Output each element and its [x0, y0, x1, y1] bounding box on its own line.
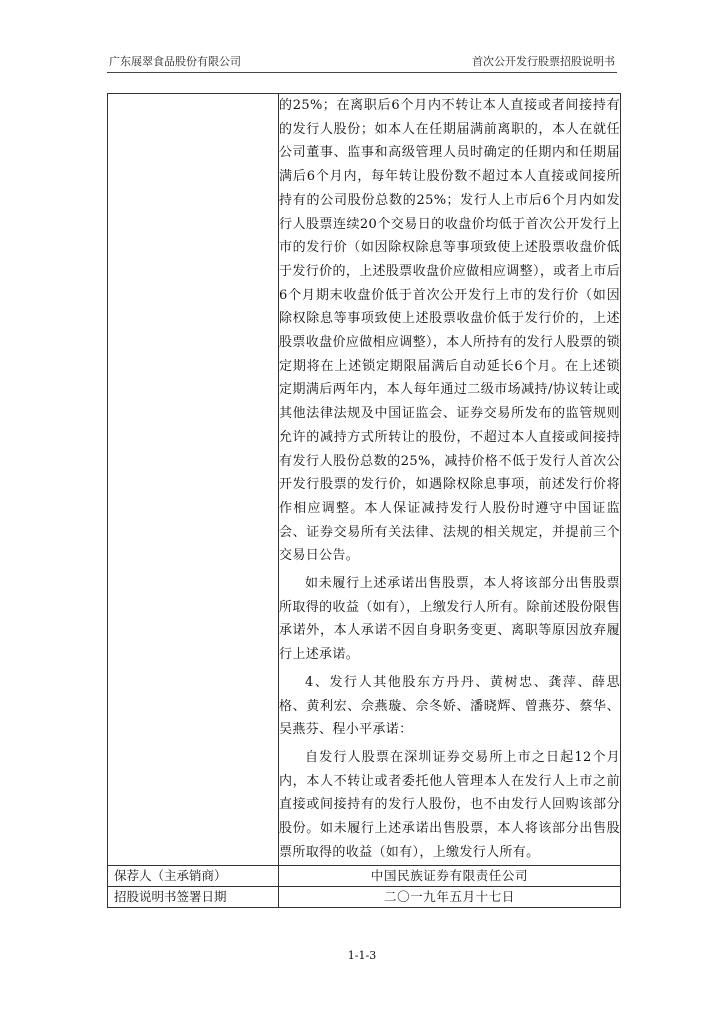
commitment-paragraph-2: 如未履行上述承诺出售股票，本人将该部分出售股票所取得的收益（如有），上缴发行人所有。除前述股份限售承诺外，本人承诺不因自身职务变更、离职等原因放弃履行上述承诺。: [279, 576, 620, 663]
sponsor-value: 中国民族证券有限责任公司: [279, 865, 621, 886]
empty-label-cell: [108, 94, 279, 866]
info-table: [107, 93, 621, 908]
commitment-paragraph-3: 4、发行人其他股东方丹丹、黄树忠、龚萍、薛思格、黄利宏、佘燕璇、佘冬娇、潘晓辉、曾燕芬、蔡华、吴燕芬、程小平承诺：: [279, 674, 620, 738]
company-name: 广东展翠食品股份有限公司: [109, 55, 241, 68]
sponsor-label: 保荐人（主承销商）: [108, 865, 279, 886]
sign-date-row: [108, 886, 621, 907]
commitment-paragraph-4: 自发行人股票在深圳证券交易所上市之日起12个月内，本人不转让或者委托他人管理本人在发行人上市之前直接或间接持有的发行人股份，也不由发行人回购该部分股份。如未履行上述承诺出售股票，本人将该部分出售股票所取得的收益（如有），上缴发行人所有。: [279, 749, 620, 860]
commitment-row: [108, 94, 621, 866]
commitment-paragraph-1: 的25%；在离职后6个月内不转让本人直接或者间接持有的发行人股份；如本人在任期届满前离职的，本人在就任公司董事、监事和高级管理人员时确定的任期内和任期届满后6个月内，每年转让股份数不超过本人直接或间接所持有的公司股份总数的25%；发行人上市后6个月内如发行人股票连续20个交易日的收盘价均低于首次公开发行上市的发行价（如因除权除息等事项致使上述股票收盘价低于发行价的，上述股票收盘价应做相应调整），或者上市后6个月期末收盘价低于首次公开发行上市的发行价（如因除权除息等事项致使上述股票收盘价低于发行价的，上述股票收盘价应做相应调整），本人所持有的发行人股票的锁定期将在上述锁定期限届满后自动延长6个月。在上述锁定期满后两年内，本人每年通过二级市场减持/协议转让或其他法律法规及中国证监会、证券交易所发布的监管规则允许的减持方式所转让的股份，不超过本人直接或间接持有发行人股份总数的25%，减持价格不低于发行人首次公开发行股票的发行价，如遇除权除息事项，前述发行价将作相应调整。本人保证减持发行人股份时遵守中国证监会、证券交易所有关法律、法规的相关规定，并提前三个交易日公告。: [279, 98, 620, 564]
page-header: [107, 50, 617, 73]
page-number: 1-1-3: [347, 949, 377, 962]
sponsor-row: [108, 865, 621, 886]
sign-date-label: 招股说明书签署日期: [108, 886, 279, 907]
sign-date-value: 二〇一九年五月十七日: [279, 886, 621, 907]
document-title: 首次公开发行股票招股说明书: [472, 55, 615, 68]
commitment-content-cell: [279, 94, 621, 866]
